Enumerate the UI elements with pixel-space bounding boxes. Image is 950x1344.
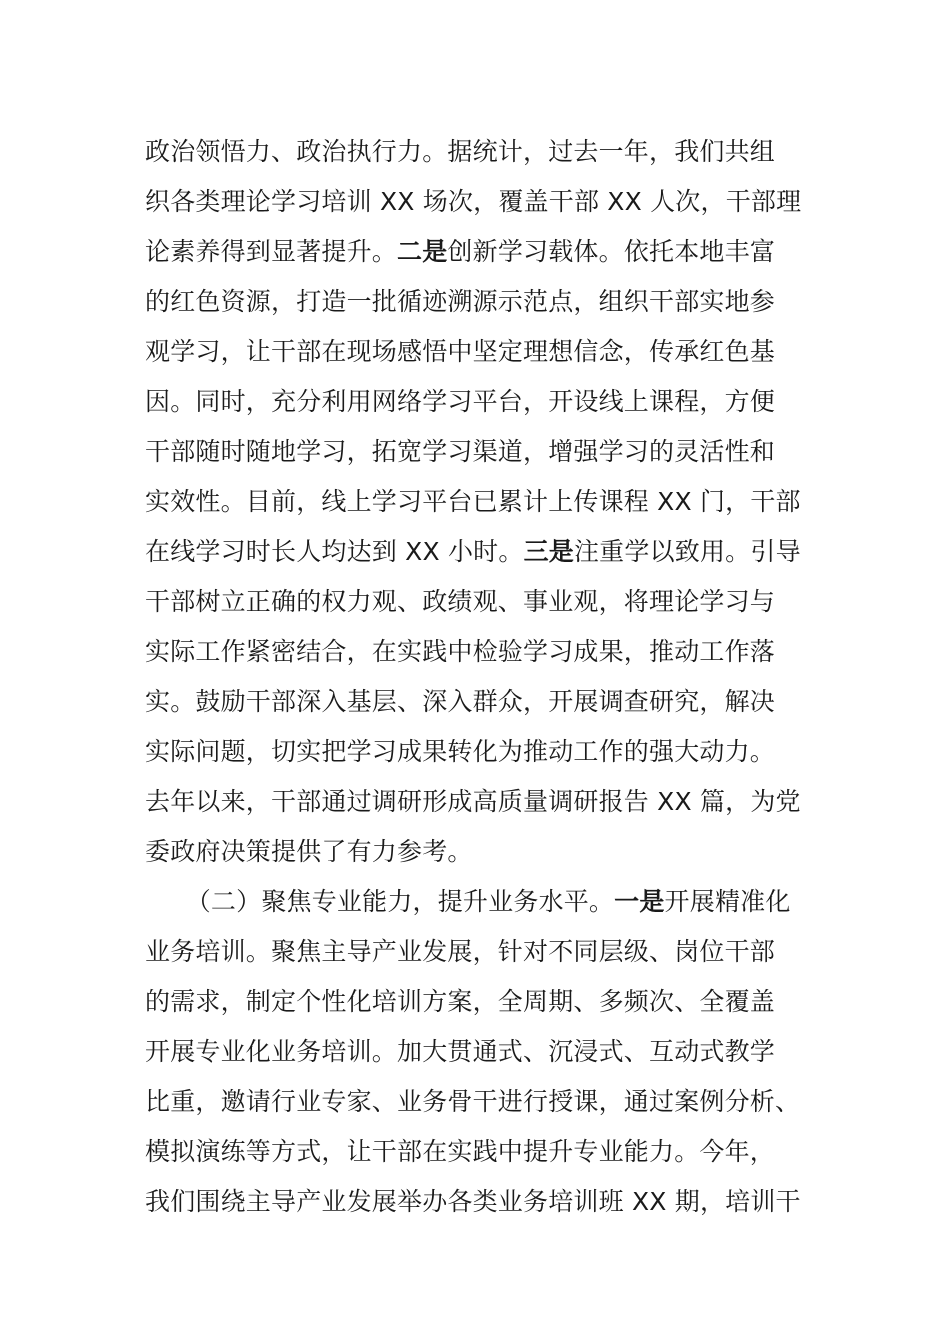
text-line xyxy=(145,727,810,777)
text-run: 创新学习载体。依托本地丰富 xyxy=(447,237,776,266)
bold-marker: 二是 xyxy=(397,237,448,266)
text-line xyxy=(145,477,810,527)
text-line xyxy=(145,177,810,227)
text-run: 注重学以致用。引导 xyxy=(573,537,801,566)
text-run: 干部随时随地学习，拓宽学习渠道，增强学习的灵活性和 xyxy=(145,437,776,466)
text-run: 实效性。目前，线上学习平台已累计上传课程 XX 门，干部 xyxy=(145,487,801,516)
text-run: 委政府决策提供了有力参考。 xyxy=(145,837,473,866)
text-line xyxy=(145,127,810,177)
text-line xyxy=(145,877,810,927)
text-run: 比重，邀请行业专家、业务骨干进行授课，通过案例分析、 xyxy=(145,1087,801,1116)
body-text xyxy=(145,127,810,1227)
text-line xyxy=(145,977,810,1027)
bold-marker: 三是 xyxy=(523,537,574,566)
text-line xyxy=(145,627,810,677)
text-run: 的需求，制定个性化培训方案，全周期、多频次、全覆盖 xyxy=(145,987,776,1016)
text-line xyxy=(145,277,810,327)
text-run: 的红色资源，打造一批循迹溯源示范点，组织干部实地参 xyxy=(145,287,776,316)
text-run: 干部树立正确的权力观、政绩观、事业观，将理论学习与 xyxy=(145,587,776,616)
text-line xyxy=(145,577,810,627)
text-line xyxy=(145,377,810,427)
text-line xyxy=(145,677,810,727)
bold-marker: 一是 xyxy=(614,887,665,916)
text-line xyxy=(145,1077,810,1127)
text-run: 实。鼓励干部深入基层、深入群众，开展调查研究，解决 xyxy=(145,687,776,716)
text-line xyxy=(145,1177,810,1227)
text-run: 因。同时，充分利用网络学习平台，开设线上课程，方便 xyxy=(145,387,776,416)
text-run: 我们围绕主导产业发展举办各类业务培训班 XX 期，培训干 xyxy=(145,1187,801,1216)
text-run: 开展精准化 xyxy=(664,887,791,916)
text-run: 织各类理论学习培训 XX 场次，覆盖干部 XX 人次，干部理 xyxy=(145,187,802,216)
text-line xyxy=(145,777,810,827)
text-line xyxy=(145,1127,810,1177)
text-run: 实际工作紧密结合，在实践中检验学习成果，推动工作落 xyxy=(145,637,776,666)
text-run: 论素养得到显著提升。 xyxy=(145,237,398,266)
text-run: 实际问题，切实把学习成果转化为推动工作的强大动力。 xyxy=(145,737,776,766)
text-run: 观学习，让干部在现场感悟中坚定理想信念，传承红色基 xyxy=(145,337,776,366)
text-line xyxy=(145,227,810,277)
text-line xyxy=(145,527,810,577)
text-run: 开展专业化业务培训。加大贯通式、沉浸式、互动式教学 xyxy=(145,1037,776,1066)
text-run: 去年以来，干部通过调研形成高质量调研报告 XX 篇，为党 xyxy=(145,787,801,816)
text-line xyxy=(145,827,810,877)
text-line xyxy=(145,927,810,977)
text-line xyxy=(145,1027,810,1077)
text-line xyxy=(145,327,810,377)
text-run: （二）聚焦专业能力，提升业务水平。 xyxy=(145,887,615,916)
text-run: 模拟演练等方式，让干部在实践中提升专业能力。今年， xyxy=(145,1137,776,1166)
text-run: 业务培训。聚焦主导产业发展，针对不同层级、岗位干部 xyxy=(145,937,776,966)
text-run: 在线学习时长人均达到 XX 小时。 xyxy=(145,537,524,566)
text-run: 政治领悟力、政治执行力。据统计，过去一年，我们共组 xyxy=(145,137,776,166)
text-line xyxy=(145,427,810,477)
